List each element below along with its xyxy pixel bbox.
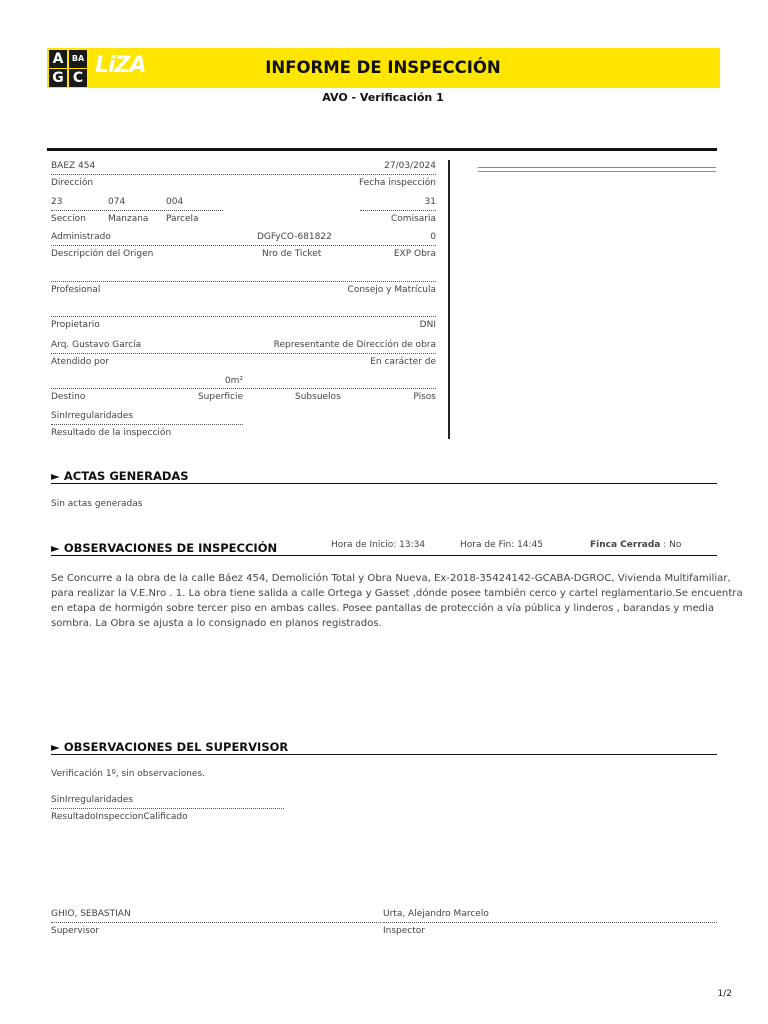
supervisor-resultado-value: SinIrregularidades (51, 795, 133, 805)
pisos-label: Pisos (413, 392, 436, 402)
dotted-line (51, 388, 436, 389)
dotted-line (51, 808, 284, 809)
date-label: Fecha inspección (358, 178, 436, 188)
dotted-line (51, 281, 436, 282)
inspector-name: Urta, Alejandro Marcelo (383, 909, 489, 919)
report-title: INFORME DE INSPECCIÓN (265, 58, 501, 77)
logo-letter-g: G (49, 69, 67, 87)
atendido-value: Arq. Gustavo García (51, 340, 142, 350)
inspector-label: Inspector (383, 926, 425, 936)
consejo-label: Consejo y Matrícula (347, 285, 436, 295)
finca-cerrada (590, 540, 681, 551)
top-divider (47, 148, 717, 151)
propietario-label: Propietario (51, 320, 100, 330)
finca-cerrada-label: Finca Cerrada (590, 540, 661, 550)
dotted-line (51, 353, 436, 354)
parcela-label: Parcela (166, 214, 199, 224)
dotted-line (360, 210, 436, 211)
supervisor-text: Verificación 1º, sin observaciones. (51, 769, 206, 779)
dotted-line (51, 922, 381, 923)
superficie-label: Superficie (197, 392, 243, 402)
address-value: BAEZ 454 (51, 161, 96, 171)
report-subtitle: AVO - Verificación 1 (322, 91, 444, 104)
parcela-value: 004 (166, 197, 184, 207)
agc-liza-logo (47, 48, 147, 88)
vertical-divider (448, 160, 450, 439)
finca-cerrada-value: : No (660, 540, 682, 550)
hora-fin: Hora de Fin: 14:45 (460, 540, 544, 550)
dotted-line (51, 245, 436, 246)
logo-brand: LiZA (95, 53, 146, 78)
subsuelos-label: Subsuelos (295, 392, 341, 402)
observaciones-text (51, 571, 743, 631)
comisaria-label: Comisaria (391, 214, 436, 224)
page-number: 1/2 (717, 989, 732, 999)
image-panel-line (478, 167, 716, 172)
caracter-label: En carácter de (370, 357, 436, 367)
supervisor-name: GHIO, SEBASTIAN (51, 909, 131, 919)
observaciones-line: Se Concurre a la obra de la calle Báez 454, Demolición Total y Obra Nueva, Ex-2018-35424142-GCABA-DGROC, Vivienda Multifamiliar, (51, 573, 731, 584)
section-divider (51, 555, 717, 556)
logo-letter-c: C (69, 69, 87, 87)
atendido-label: Atendido por (51, 357, 109, 367)
observaciones-line: sombra. La Obra se ajusta a lo consignado en planos registrados. (51, 618, 382, 629)
exp-label: EXP Obra (393, 249, 436, 259)
seccion-value: 23 (51, 197, 63, 207)
observaciones-section-title: ► OBSERVACIONES DE INSPECCIÓN (51, 541, 278, 555)
caracter-value: Representante de Dirección de obra (273, 340, 436, 350)
dotted-line (51, 210, 223, 211)
actas-text: Sin actas generadas (51, 499, 143, 509)
dni-label: DNI (419, 320, 436, 330)
section-divider (51, 483, 717, 484)
logo-letter-a: A (49, 50, 67, 68)
address-label: Dirección (51, 178, 94, 188)
destino-label: Destino (51, 392, 86, 402)
resultado-label: Resultado de la inspección (51, 428, 172, 438)
origen-value: Administrado (51, 232, 111, 242)
hora-inicio: Hora de Inicio: 13:34 (331, 540, 426, 550)
dotted-line (51, 174, 436, 175)
manzana-label: Manzana (108, 214, 149, 224)
date-value: 27/03/2024 (384, 161, 436, 171)
exp-value: 0 (430, 232, 436, 242)
origen-label: Descripción del Origen (51, 249, 154, 259)
superficie-value: 0m² (224, 376, 243, 386)
supervisor-section-title: ► OBSERVACIONES DEL SUPERVISOR (51, 740, 289, 754)
logo-letter-ba: BA (69, 50, 87, 68)
seccion-label: Seccion (51, 214, 86, 224)
observaciones-line: para realizar la V.E.Nro . 1. La obra tiene salida a calle Ortega y Gasset ,dónde posee también cerco y cartel reglamentario.Se encuentra (51, 588, 743, 599)
profesional-label: Profesional (51, 285, 101, 295)
actas-section-title: ► ACTAS GENERADAS (51, 469, 189, 483)
section-divider (51, 754, 717, 755)
observaciones-line: en etapa de hormigón sobre tercer piso en ambas calles. Posee pantallas de protección a vía pública y linderos , barandas y media (51, 603, 715, 614)
comisaria-value: 31 (424, 197, 436, 207)
dotted-line (51, 424, 243, 425)
resultado-value: SinIrregularidades (51, 411, 133, 421)
supervisor-resultado-label: ResultadoInspeccionCalificado (51, 812, 188, 822)
dotted-line (51, 316, 436, 317)
ticket-value: DGFyCO-681822 (257, 232, 332, 242)
dotted-line (383, 922, 717, 923)
ticket-label: Nro de Ticket (262, 249, 322, 259)
supervisor-label: Supervisor (51, 926, 100, 936)
manzana-value: 074 (108, 197, 126, 207)
